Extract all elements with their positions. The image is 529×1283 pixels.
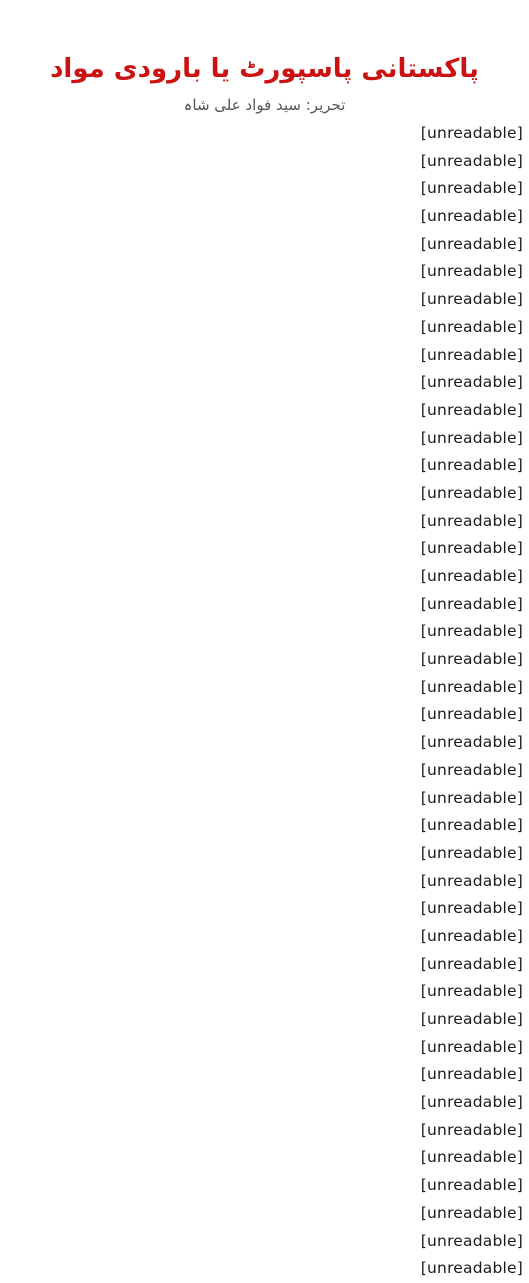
text-line: [unreadable] [420,124,523,142]
text-line: [unreadable] [420,151,523,170]
text-line: [unreadable] [420,760,523,779]
text-line: [unreadable] [420,483,523,502]
text-line: [unreadable] [420,207,523,226]
text-line: [unreadable] [420,871,523,890]
text-line: [unreadable] [420,317,523,336]
article-paragraph [6,120,523,508]
text-line: [unreadable] [420,926,523,945]
text-line: [unreadable] [420,899,523,918]
text-line: [unreadable] [420,1037,523,1056]
text-line: [unreadable] [420,622,523,641]
text-line: [unreadable] [420,650,523,669]
text-line: [unreadable] [420,345,523,364]
text-line: [unreadable] [420,594,523,613]
text-line: [unreadable] [420,539,523,558]
article-paragraph [6,1006,523,1283]
text-line: [unreadable] [420,262,523,281]
text-line: [unreadable] [420,705,523,724]
text-line: [unreadable] [420,456,523,475]
text-line: [unreadable] [420,567,523,585]
text-line: [unreadable] [420,1148,523,1167]
text-line: [unreadable] [420,428,523,447]
text-line: [unreadable] [420,1203,523,1222]
text-line: [unreadable] [420,1176,523,1195]
article-paragraph [6,508,523,840]
text-line: [unreadable] [420,373,523,392]
text-line: [unreadable] [420,733,523,752]
text-line: [unreadable] [420,511,523,530]
text-line: [unreadable] [420,179,523,198]
text-line: [unreadable] [420,1010,523,1028]
text-line: [unreadable] [420,290,523,309]
text-line: [unreadable] [420,1259,523,1278]
text-line: [unreadable] [420,1093,523,1112]
article-body [6,120,523,1283]
text-line: [unreadable] [420,954,523,973]
text-line: [unreadable] [420,1065,523,1084]
article-byline: تحریر: سید فواد علی شاہ [183,96,346,114]
article-paragraph [6,840,523,1006]
text-line: [unreadable] [420,1231,523,1250]
text-line: [unreadable] [420,788,523,807]
text-line: [unreadable] [420,400,523,419]
text-line: [unreadable] [420,677,523,696]
text-line: [unreadable] [420,1120,523,1139]
text-line: [unreadable] [420,982,523,1001]
text-line: [unreadable] [420,234,523,253]
text-line: [unreadable] [420,843,523,862]
text-line: [unreadable] [420,816,523,835]
article-title: پاکستانی پاسپورٹ یا بارودی مواد [50,54,479,84]
